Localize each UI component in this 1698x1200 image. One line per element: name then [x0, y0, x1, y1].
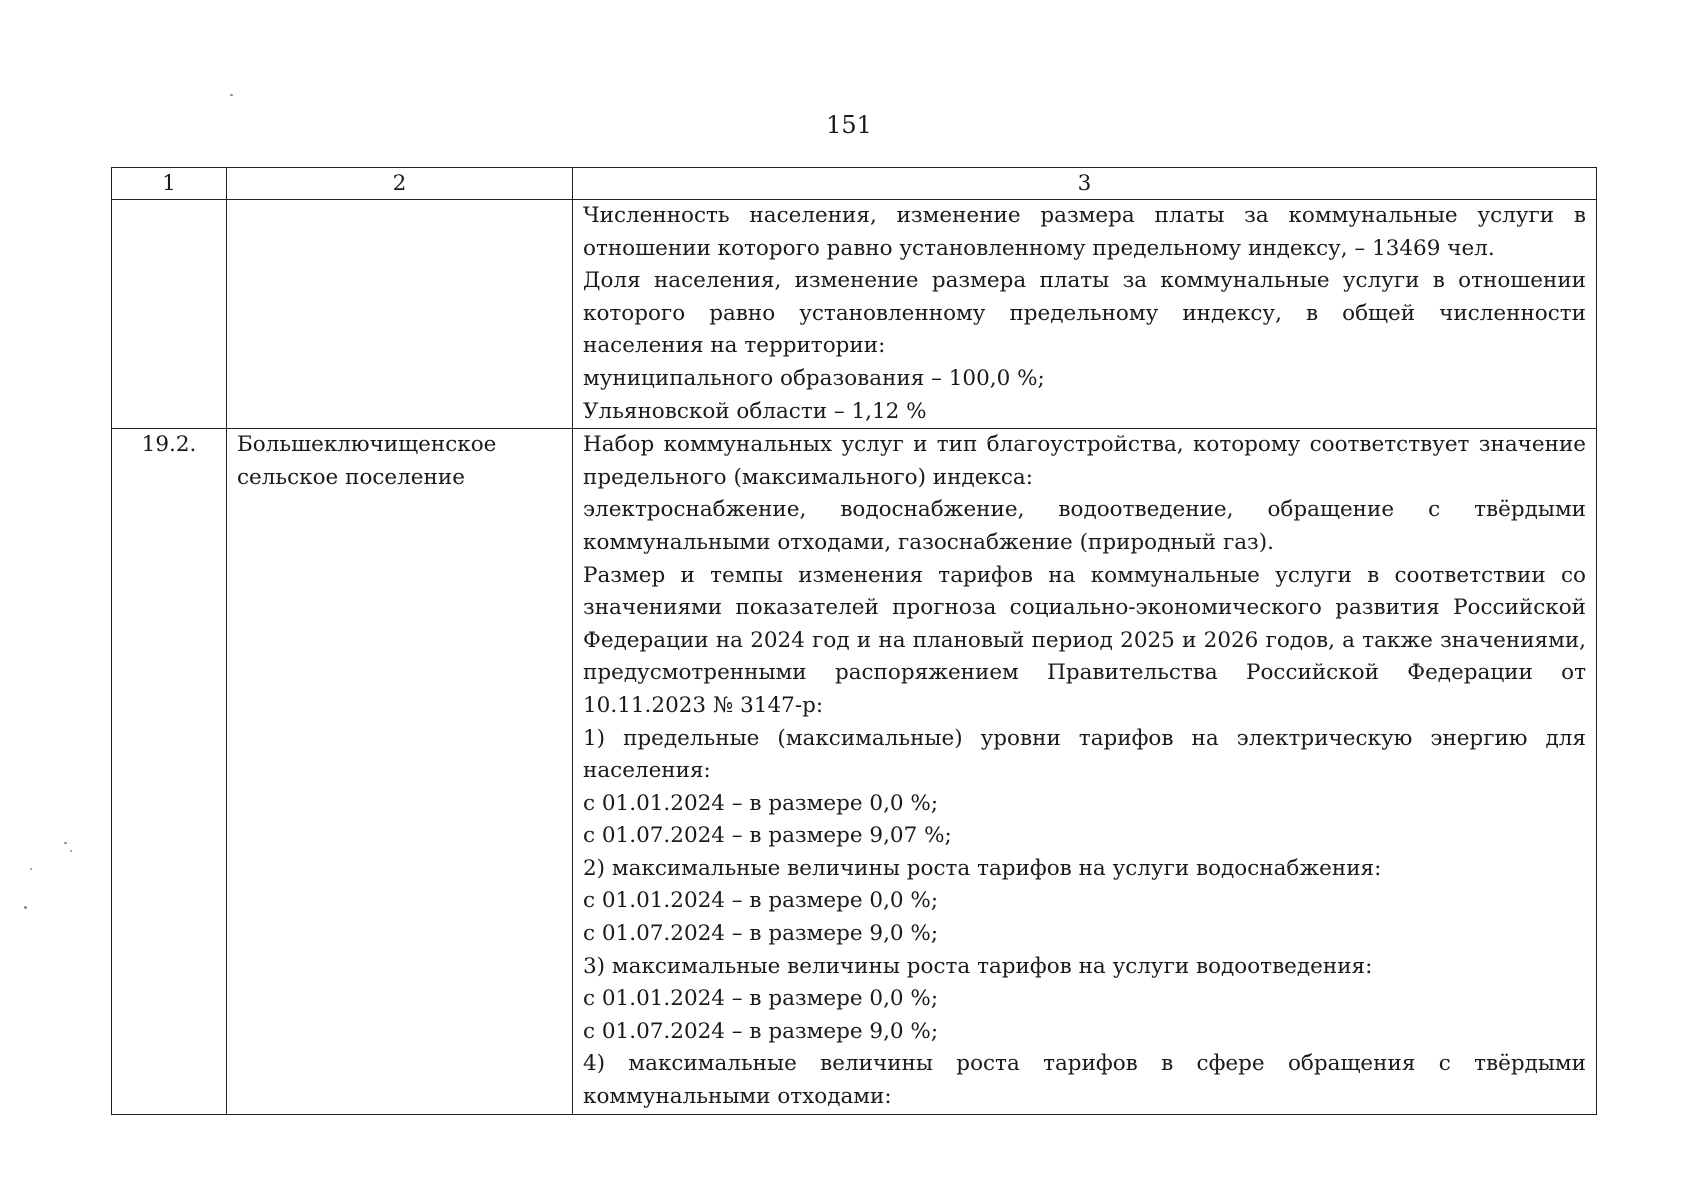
paragraph: Ульяновской области – 1,12 % [583, 398, 927, 424]
paragraph: 4) максимальные величины роста тарифов в сфере обращения с твёрдыми коммунальными отходами: [583, 1051, 1586, 1110]
paragraph: 3) максимальные величины роста тарифов на услуги водоотведения: [583, 953, 1373, 979]
table-row [112, 200, 1597, 429]
scan-speck [70, 850, 72, 852]
settlement-name-cell [227, 200, 573, 429]
page-number: 151 [826, 111, 872, 139]
column-header-2: 2 [227, 168, 573, 200]
paragraph: с 01.07.2024 – в размере 9,07 %; [583, 823, 952, 849]
paragraph: с 01.01.2024 – в размере 0,0 %; [583, 888, 939, 914]
scan-speck [24, 906, 27, 909]
paragraph: Численность населения, изменение размера платы за коммунальные услуги в отношении которого равно установленному предельному индексу, – 13469 чел. [583, 203, 1586, 261]
paragraph: Набор коммунальных услуг и тип благоустройства, которому соответствует значение предельного (максимального) индекса: [583, 432, 1586, 490]
settlement-name-cell: Большеключищенское сельское поселение [227, 429, 573, 1114]
scan-speck [30, 868, 32, 870]
row-number-cell: 19.2. [112, 429, 227, 1114]
scan-speck [64, 842, 67, 844]
table-row [112, 429, 1597, 1114]
paragraph: 2) максимальные величины роста тарифов на услуги водоснабжения: [583, 855, 1382, 881]
paragraph: Доля населения, изменение размера платы за коммунальные услуги в отношении которого равно установленному предельному индексу, в общей численности населения на территории: [583, 268, 1586, 359]
paragraph: с 01.01.2024 – в размере 0,0 %; [583, 790, 939, 816]
column-header-3: 3 [573, 168, 1597, 200]
paragraph: Размер и темпы изменения тарифов на коммунальные услуги в соответствии со значениями показателей прогноза социально-экономического развития Российской Федерации на 2024 год и на плановый период 2025 и 2026 годов, а также значениями, предусмотренными распоряжением Правительства Российской Федерации от 10.11.2023 № 3147-р: [583, 562, 1586, 718]
description-cell [573, 200, 1597, 429]
scan-speck [230, 94, 233, 96]
paragraph: электроснабжение, водоснабжение, водоотведение, обращение с твёрдыми коммунальными отходами, газоснабжение (природный газ). [583, 497, 1586, 555]
paragraph: с 01.07.2024 – в размере 9,0 %; [583, 1018, 939, 1044]
column-header-1: 1 [112, 168, 227, 200]
row-number-cell [112, 200, 227, 429]
paragraph: муниципального образования – 100,0 %; [583, 365, 1045, 391]
tariff-table [111, 167, 1597, 1115]
table-header-row [112, 168, 1597, 200]
paragraph: с 01.01.2024 – в размере 0,0 %; [583, 986, 939, 1012]
description-cell [573, 429, 1597, 1114]
paragraph: 1) предельные (максимальные) уровни тарифов на электрическую энергию для населения: [583, 725, 1586, 784]
paragraph: с 01.07.2024 – в размере 9,0 %; [583, 921, 939, 947]
